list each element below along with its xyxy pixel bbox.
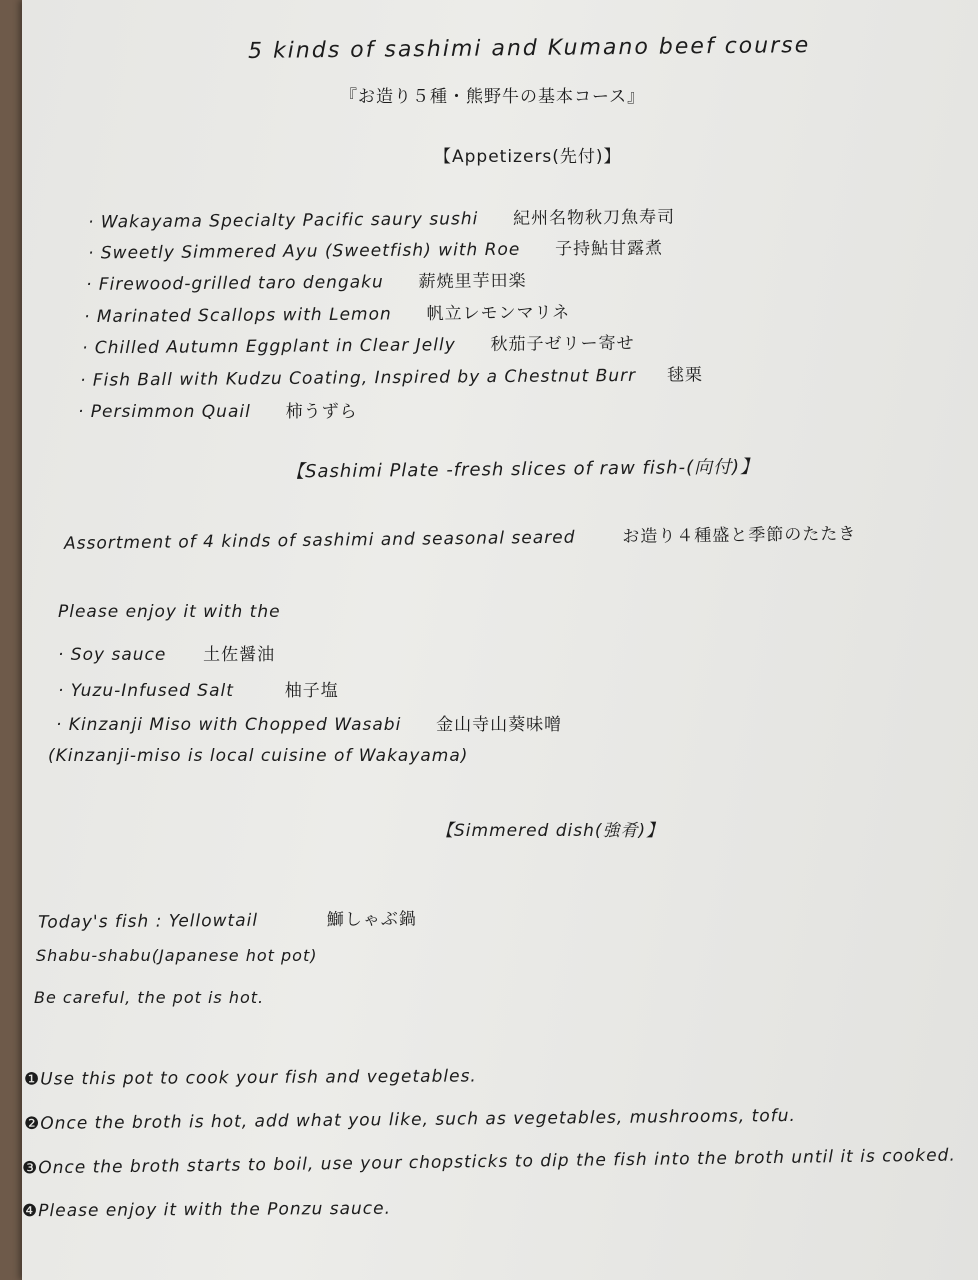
appetizer-item [88, 202, 675, 232]
todays-fish-en: Today's fish : Yellowtail [37, 910, 259, 933]
menu-sheet [22, 0, 978, 1280]
assortment-en: Assortment of 4 kinds of sashimi and seasonal seared [63, 527, 576, 554]
enjoy-with-text: Please enjoy it with the [58, 602, 281, 622]
condiment-en: · Kinzanji Miso with Chopped Wasabi [56, 715, 402, 735]
condiment-item [58, 640, 275, 665]
appetizer-item [80, 360, 703, 390]
condiment-en: · Yuzu-Infused Salt [58, 681, 234, 701]
step-3: ❸Once the broth starts to boil, use your chopsticks to dip the fish into the broth until it is cooked. [21, 1145, 956, 1179]
condiment-item [56, 710, 562, 735]
step-1: ❶Use this pot to cook your fish and vegetables. [23, 1066, 477, 1090]
condiment-jp: 金山寺山葵味噌 [436, 715, 563, 735]
appetizer-jp: 秋茄子ゼリー寄せ [490, 333, 635, 355]
appetizer-jp: 紀州名物秋刀魚寿司 [513, 207, 676, 229]
appetizer-jp: 毬栗 [666, 365, 704, 386]
course-title: 5 kinds of sashimi and Kumano beef course [247, 33, 811, 64]
appetizer-item [84, 298, 570, 327]
appetizer-item [86, 266, 527, 295]
appetizer-jp: 薪焼里芋田楽 [418, 271, 527, 293]
sashimi-assortment [64, 519, 857, 554]
appetizer-item [78, 397, 358, 422]
appetizer-en: · Wakayama Specialty Pacific saury sushi [87, 209, 479, 233]
appetizer-item [82, 329, 635, 359]
appetizer-en: · Firewood-grilled taro dengaku [85, 272, 384, 295]
step-4: ❹Please enjoy it with the Ponzu sauce. [21, 1198, 392, 1222]
condiment-jp: 土佐醤油 [203, 645, 276, 665]
appetizer-en: · Persimmon Quail [78, 402, 251, 422]
assortment-jp: お造り４種盛と季節のたたき [622, 524, 857, 548]
condiment-jp: 柚子塩 [284, 681, 339, 701]
shabu-shabu-text: Shabu-shabu(Japanese hot pot) [36, 946, 318, 965]
appetizer-en: · Sweetly Simmered Ayu (Sweetfish) with Roe [87, 239, 521, 264]
appetizer-en: · Fish Ball with Kudzu Coating, Inspired by a Chestnut Burr [79, 365, 637, 391]
careful-text: Be careful, the pot is hot. [34, 988, 265, 1007]
appetizer-en: · Chilled Autumn Eggplant in Clear Jelly [81, 335, 456, 359]
appetizers-heading: 【Appetizers(先付)】 [434, 147, 622, 167]
todays-fish [38, 904, 417, 932]
condiment-en: · Soy sauce [58, 645, 167, 665]
appetizer-jp: 柿うずら [285, 402, 358, 422]
appetizer-jp: 子持鮎甘露煮 [555, 238, 664, 260]
step-2: ❷Once the broth is hot, add what you like, such as vegetables, mushrooms, tofu. [23, 1105, 796, 1135]
appetizer-item [88, 233, 663, 263]
condiment-item [58, 676, 339, 701]
simmered-heading: 【Simmered dish(強肴)】 [436, 821, 665, 841]
todays-fish-jp: 鰤しゃぶ鍋 [326, 909, 417, 931]
sashimi-heading: 【Sashimi Plate -fresh slices of raw fish-(向付)】 [285, 456, 760, 483]
course-subtitle-jp: 『お造り５種・熊野牛の基本コース』 [340, 87, 646, 107]
appetizer-jp: 帆立レモンマリネ [426, 302, 571, 325]
kinzanji-note: (Kinzanji-miso is local cuisine of Wakayama) [48, 746, 469, 766]
appetizer-en: · Marinated Scallops with Lemon [83, 304, 392, 328]
